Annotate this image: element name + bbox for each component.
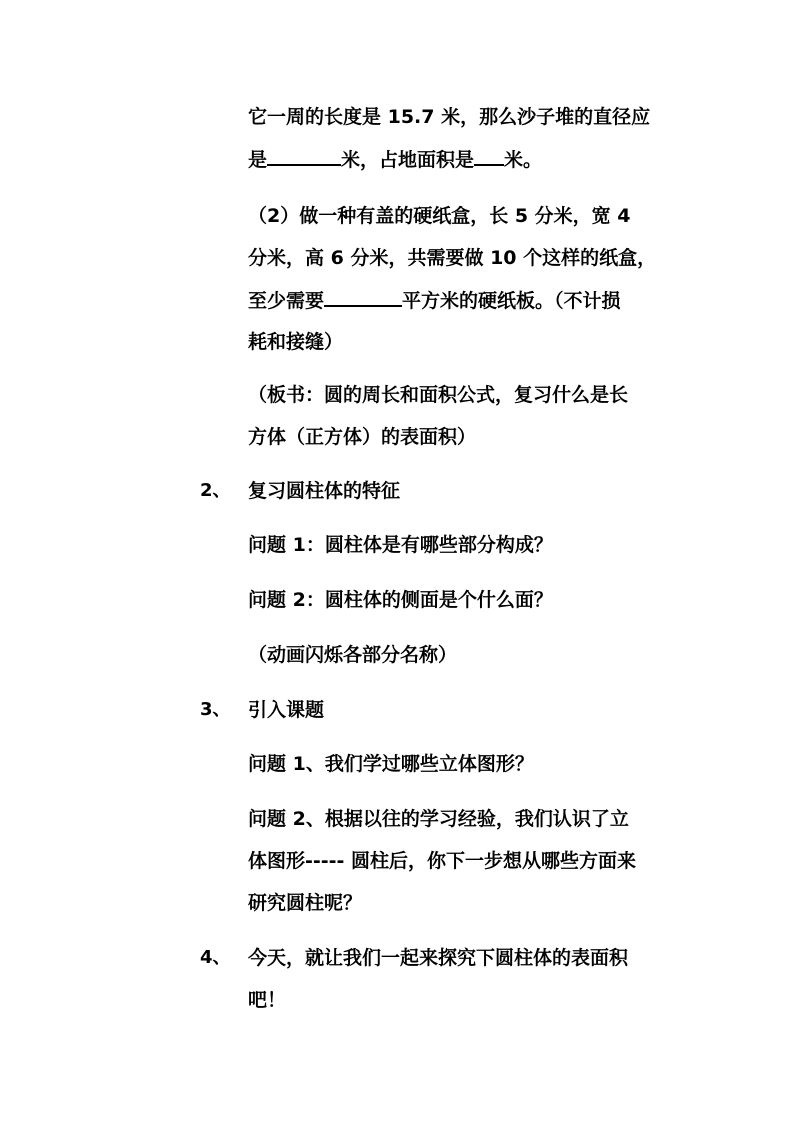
- para1-line1: 它一周的长度是 15.7 米，那么沙子堆的直径应: [248, 106, 651, 128]
- answer-blank-diameter: [267, 146, 341, 166]
- item3-question2-line1: 问题 2、根据以往的学习经验，我们认识了立: [248, 808, 629, 830]
- item3-question2-line2: 体图形----- 圆柱后，你下一步想从哪些方面来: [248, 850, 637, 872]
- item2-question2: 问题 2：圆柱体的侧面是个什么面？: [248, 589, 553, 611]
- item3-question1: 问题 1、我们学过哪些立体图形？: [248, 753, 534, 775]
- item3-question2-line3: 研究圆柱呢？: [248, 892, 363, 914]
- item2-note: （动画闪烁各部分名称）: [248, 644, 458, 666]
- answer-blank-cardboard: [324, 287, 402, 307]
- para1-line2-middle: 米，占地面积是: [341, 149, 475, 171]
- para2-line4: 耗和接缝）: [248, 331, 344, 353]
- para1-line2-start: 是: [248, 149, 268, 171]
- para1-line2: [248, 146, 542, 173]
- para2-line2: 分米，高 6 分米，共需要做 10 个这样的纸盒，: [248, 247, 657, 269]
- para1-line2-end: 米。: [504, 149, 543, 171]
- item4-line2: 吧！: [248, 989, 287, 1011]
- item2-title: 复习圆柱体的特征: [248, 480, 401, 502]
- para2-line3-start: 至少需要: [248, 290, 325, 312]
- item4-number: 4、: [200, 947, 231, 968]
- para2-line3-end: 平方米的硬纸板。（不计损: [402, 290, 621, 312]
- para3-line1: （板书：圆的周长和面积公式，复习什么是长: [248, 384, 629, 406]
- item3-number: 3、: [200, 699, 231, 720]
- para2-line3: [248, 287, 621, 314]
- item4-line1: 今天，就让我们一起来探究下圆柱体的表面积: [248, 947, 629, 969]
- answer-blank-area: [474, 146, 504, 166]
- item2-number: 2、: [200, 480, 231, 501]
- item2-question1: 问题 1：圆柱体是有哪些部分构成？: [248, 534, 553, 556]
- para3-line2: 方体（正方体）的表面积）: [248, 426, 477, 448]
- item3-title: 引入课题: [248, 699, 325, 721]
- para2-line1: （2）做一种有盖的硬纸盒，长 5 分米，宽 4: [248, 205, 631, 227]
